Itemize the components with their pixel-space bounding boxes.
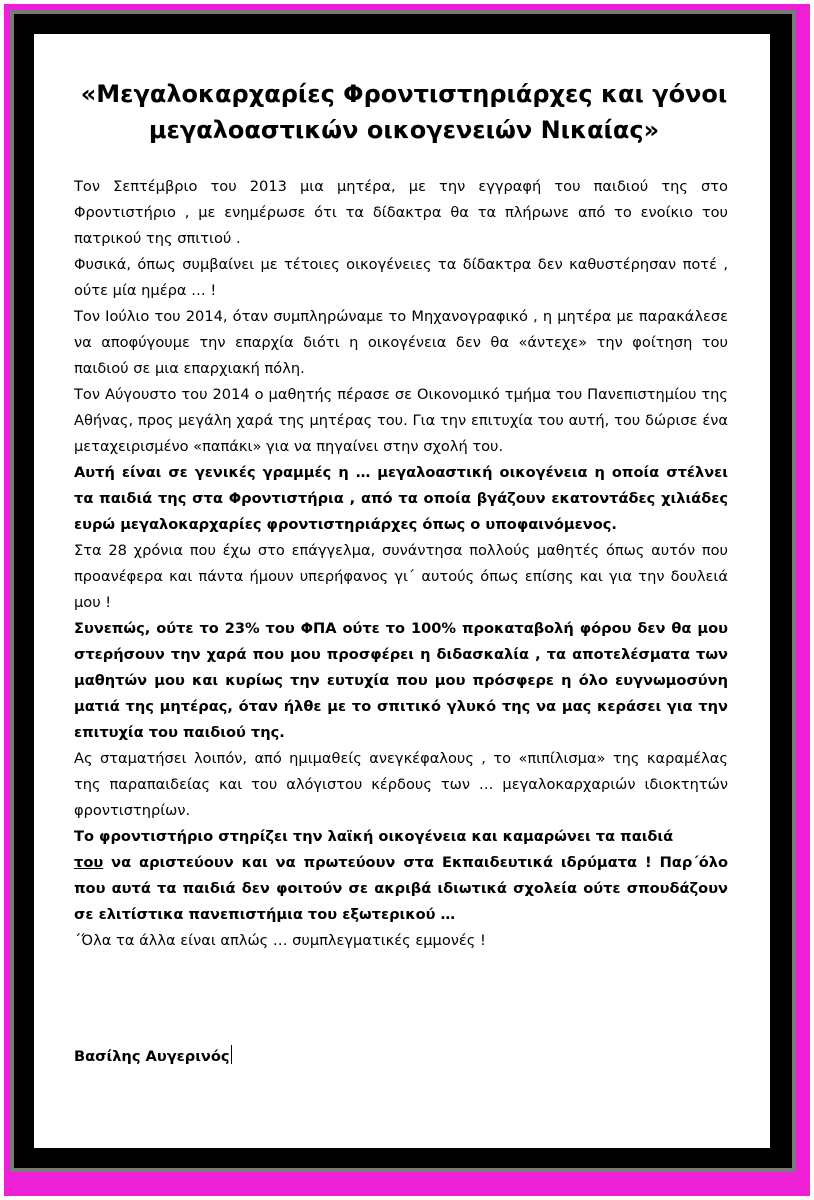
paragraph-4: Τον Αύγουστο του 2014 ο μαθητής πέρασε σε Οικονομικό τμήμα του Πανεπιστημίου της Αθήνας, προς μεγάλη χαρά της μητέρας του. Για την επιτυχία του αυτή, του δώρισε ένα μεταχειρισμένο «παπάκι» για να πηγαίνει στην σχολή του.: [74, 386, 728, 455]
text-cursor: [231, 1045, 233, 1064]
document-body: [74, 174, 728, 954]
paragraph-9: [74, 824, 728, 928]
paragraph-9-line-1: Το φροντιστήριο στηρίζει την λαϊκή οικογένεια και καμαρώνει τα παιδιά: [74, 828, 674, 845]
paragraph-7: Συνεπώς, ούτε το 23% του ΦΠΑ ούτε το 100% προκαταβολή φόρου δεν θα μου στερήσουν την χαρά που μου προσφέρει η διδασκαλία , τα αποτελέσματα των μαθητών μου και κυρίως την ευτυχία που μου πρόσφερε η όλο ευγνωμοσύνη ματιά της μητέρας, όταν ήλθε με το σπιτικό γλυκό της να μας κεράσει για την επιτυχία του παιδιού της.: [74, 620, 728, 741]
underlined-word: του: [74, 854, 104, 871]
document-page: [34, 34, 770, 1148]
title-line-1: «Μεγαλοκαρχαρίες Φροντιστηριάρχες και γόνοι: [80, 80, 728, 108]
paragraph-1: Τον Σεπτέμβριο του 2013 μια μητέρα, με την εγγραφή του παιδιού της στο Φροντιστήριο , με ενημέρωσε ότι τα δίδακτρα θα τα πλήρωνε από το ενοίκιο του πατρικού της σπιτιού .: [74, 178, 728, 247]
document-title: [74, 76, 734, 148]
title-line-2: μεγαλοαστικών οικογενειών Νικαίας»: [148, 116, 660, 144]
signature: [74, 1044, 232, 1070]
paragraph-3: Τον Ιούλιο του 2014, όταν συμπληρώναμε το Μηχανογραφικό , η μητέρα με παρακάλεσε να αποφύγουμε την επαρχία διότι η οικογένεια δεν θα «άντεχε» την φοίτηση του παιδιού σε μια επαρχιακή πόλη.: [74, 308, 728, 377]
signature-name: Βασίλης Αυγερινός: [74, 1048, 230, 1065]
paragraph-2: Φυσικά, όπως συμβαίνει με τέτοιες οικογένειες τα δίδακτρα δεν καθυστέρησαν ποτέ , ούτε μία ημέρα … !: [74, 256, 728, 299]
paragraph-5: Αυτή είναι σε γενικές γραμμές η … μεγαλοαστική οικογένεια η οποία στέλνει τα παιδιά της στα Φροντιστήρια , από τα οποία βγάζουν εκατοντάδες χιλιάδες ευρώ μεγαλοκαρχαρίες φροντιστηριάρχες όπως ο υποφαινόμενος.: [74, 464, 728, 533]
paragraph-10: ΄Όλα τα άλλα είναι απλώς … συμπλεγματικές εμμονές !: [74, 932, 486, 949]
paragraph-9-rest: να αριστεύουν και να πρωτεύουν στα Εκπαιδευτικά ιδρύματα ! Παρ΄όλο που αυτά τα παιδιά δεν φοιτούν σε ακριβά ιδιωτικά σχολεία ούτε σπουδάζουν σε ελιτίστικα πανεπιστήμια του εξωτερικού …: [74, 854, 728, 923]
paragraph-6: Στα 28 χρόνια που έχω στο επάγγελμα, συνάντησα πολλούς μαθητές όπως αυτόν που προανέφερα και πάντα ήμουν υπερήφανος γι΄ αυτούς όπως επίσης και για την δουλειά μου !: [74, 542, 728, 611]
paragraph-8: Ας σταματήσει λοιπόν, από ημιμαθείς ανεγκέφαλους , το «πιπίλισμα» της καραμέλας της παραπαιδείας και του αλόγιστου κέρδους των … μεγαλοκαρχαριών ιδιοκτητών φροντιστηρίων.: [74, 750, 728, 819]
